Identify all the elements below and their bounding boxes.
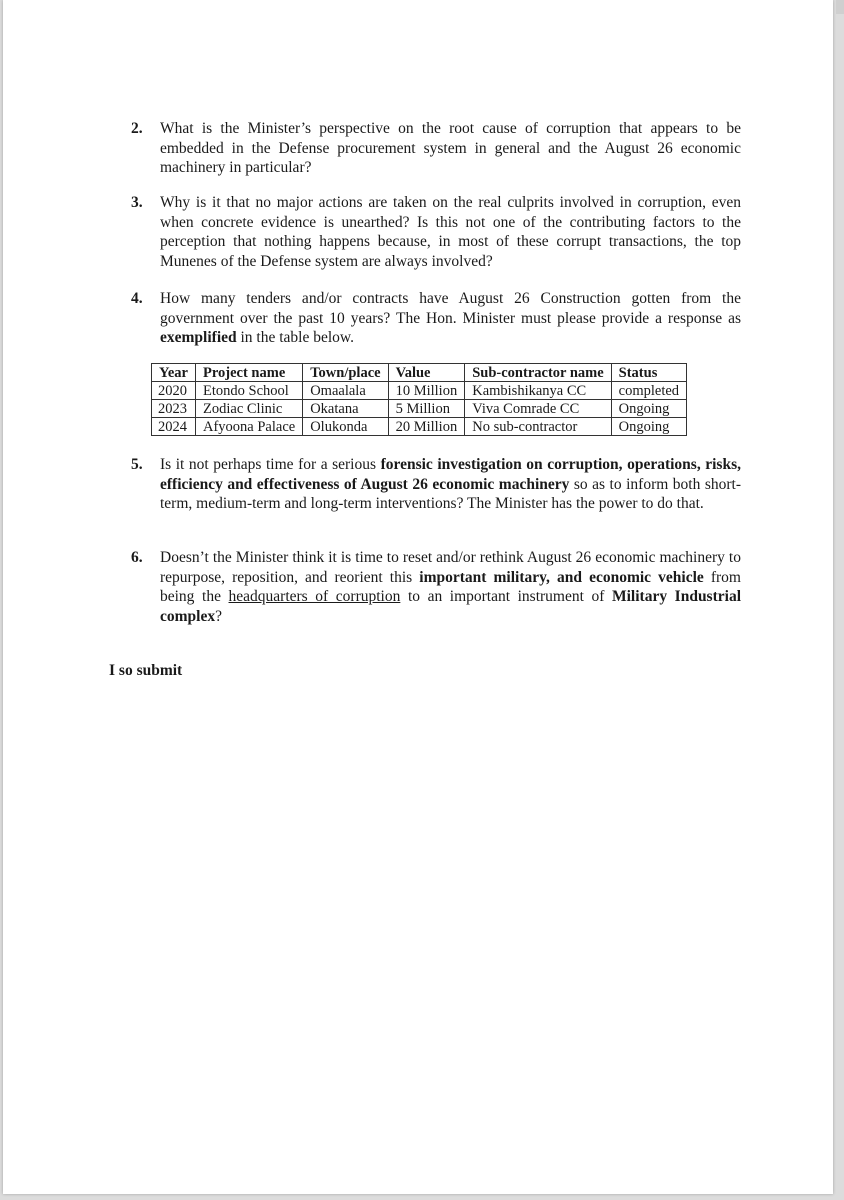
cell-town-place: Omaalala xyxy=(303,382,388,400)
text-run: from being the xyxy=(160,568,741,605)
bold-term: important military, and economic vehicle xyxy=(419,568,704,586)
cell-project-name: Afyoona Palace xyxy=(196,418,303,436)
underlined-term: headquarters of corruption xyxy=(228,588,401,605)
question-4 xyxy=(131,289,741,348)
bold-term: exemplified xyxy=(160,329,237,346)
cell-value: 5 Million xyxy=(388,400,465,418)
question-text: Why is it that no major actions are taken on the real culprits involved in corruption, even when concrete evidence is unearthed? Is this not one of the contributing factors to the perception that nothing happens because, in most of these corrupt transactions, the top Munenes of the Defense system are always involved? xyxy=(160,194,741,270)
cell-value: 20 Million xyxy=(388,418,465,436)
question-text: What is the Minister’s perspective on the root cause of corruption that appears to be embedded in the Defense procurement system in general and the August 26 economic machinery in particular? xyxy=(160,120,741,176)
cell-year: 2020 xyxy=(152,382,196,400)
closing-statement: I so submit xyxy=(109,662,183,679)
question-5 xyxy=(131,455,741,514)
text-run: How many tenders and/or contracts have August 26 Construction gotten from the government over the past 10 years? The Hon. Minister must please provide a response as xyxy=(160,290,741,327)
cell-sub-contractor: Viva Comrade CC xyxy=(465,400,611,418)
cell-town-place: Olukonda xyxy=(303,418,388,436)
question-number: 4. xyxy=(131,290,143,307)
cell-sub-contractor: Kambishikanya CC xyxy=(465,382,611,400)
text-run: in the table below. xyxy=(236,329,354,346)
cell-year: 2023 xyxy=(152,400,196,418)
text-run: so as to inform both short-term, medium-term and long-term interventions? The Minister has the power to do that. xyxy=(160,475,741,512)
question-3 xyxy=(131,193,741,271)
header-year: Year xyxy=(152,364,196,382)
header-sub-contractor: Sub-contractor name xyxy=(465,364,611,382)
cell-status: completed xyxy=(611,382,686,400)
cell-town-place: Okatana xyxy=(303,400,388,418)
text-run: to an important instrument of xyxy=(400,588,612,605)
header-town-place: Town/place xyxy=(303,364,388,382)
table-row xyxy=(152,400,687,418)
header-value: Value xyxy=(388,364,465,382)
question-number: 2. xyxy=(131,120,143,137)
cell-sub-contractor: No sub-contractor xyxy=(465,418,611,436)
cell-project-name: Etondo School xyxy=(196,382,303,400)
question-text xyxy=(160,289,741,348)
question-number: 5. xyxy=(131,456,143,473)
cell-status: Ongoing xyxy=(611,400,686,418)
question-text xyxy=(160,455,741,514)
bold-term: forensic investigation on corruption, operations, risks, efficiency and effectiveness of August 26 economic machinery xyxy=(160,456,741,493)
question-text xyxy=(160,548,741,626)
question-number: 6. xyxy=(131,549,143,566)
header-project-name: Project name xyxy=(196,364,303,382)
table-row xyxy=(152,418,687,436)
document-page xyxy=(3,0,833,1194)
cell-status: Ongoing xyxy=(611,418,686,436)
bold-term: Military Industrial complex xyxy=(160,588,741,625)
text-run: ? xyxy=(215,607,222,625)
question-number: 3. xyxy=(131,194,143,211)
page-edge xyxy=(836,0,844,14)
table-row xyxy=(152,382,687,400)
cell-value: 10 Million xyxy=(388,382,465,400)
header-status: Status xyxy=(611,364,686,382)
table-header-row xyxy=(152,364,687,382)
text-run: Doesn’t the Minister think it is time to reset and/or rethink August 26 economic machinery to repurpose, reposition, and reorient this xyxy=(160,549,741,586)
cell-year: 2024 xyxy=(152,418,196,436)
cell-project-name: Zodiac Clinic xyxy=(196,400,303,418)
contracts-table xyxy=(151,363,687,436)
question-6 xyxy=(131,548,741,626)
text-run: Is it not perhaps time for a serious xyxy=(160,456,381,473)
question-2 xyxy=(131,119,741,178)
